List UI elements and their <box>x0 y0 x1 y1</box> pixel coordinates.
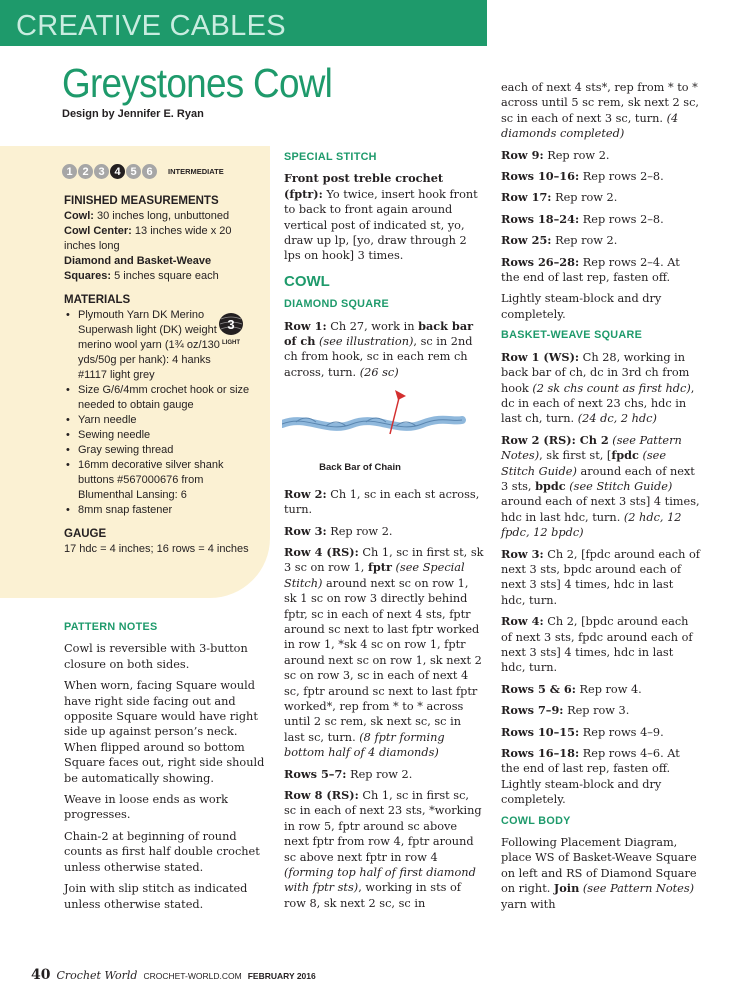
skill-level-1: 1 <box>62 164 77 179</box>
banner-text: CREATIVE CABLES <box>16 10 286 42</box>
material-hook: • Size G/6/4mm crochet hook or size needed to obtain gauge <box>64 383 260 413</box>
special-stitch-heading: SPECIAL STITCH <box>284 151 377 163</box>
note-2: When worn, facing Square would have right side facing out and opposite Square would have right side up against person’s neck. When flipped around so bottom Square faces out, right side should be automatically showing. <box>64 679 265 785</box>
material-thread: • Gray sewing thread <box>64 443 260 458</box>
note-1: Cowl is reversible with 3-button closure on both sides. <box>64 642 248 671</box>
magazine-name: Crochet World <box>56 969 138 982</box>
measurement-cowl: Cowl: 30 inches long, unbuttoned <box>64 210 230 222</box>
basket-rows-10-15: Rows 10–15: Rep rows 4–9. <box>501 724 664 739</box>
note-4: Chain-2 at beginning of round counts as first half double crochet unless otherwise stated. <box>64 829 260 874</box>
yarn-weight-label: LIGHT <box>222 340 240 346</box>
info-box-text <box>64 194 260 557</box>
yarn-weight-number: 3 <box>227 317 235 332</box>
diamond-row-9: Row 9: Rep row 2. <box>501 147 610 162</box>
cowl-body-heading: COWL BODY <box>501 814 571 827</box>
illustration-caption: Back Bar of Chain <box>319 462 401 474</box>
diamond-row-25: Row 25: Rep row 2. <box>501 233 618 248</box>
skill-level-3: 3 <box>94 164 109 179</box>
diamond-row-8: Row 8 (RS): Ch 1, sc in first sc, sc in each of next 23 sts, *working in row 5, fptr around sc above next fptr from row 4, fptr around sc above next fptr in row 4 (forming top half of first diamond with fptr sts), working in sts of row 8, sk next 2 sc, sc in <box>284 788 482 910</box>
skill-level-2: 2 <box>78 164 93 179</box>
skill-level <box>62 164 224 179</box>
materials-heading: MATERIALS <box>64 294 131 306</box>
arrow-icon <box>395 390 406 400</box>
skill-level-4: 4 <box>110 164 125 179</box>
diamond-row-3: Row 3: Rep row 2. <box>284 523 393 538</box>
yarn-weight-icon <box>218 312 244 346</box>
column-3 <box>501 80 701 918</box>
basket-rows-7-9: Rows 7–9: Rep row 3. <box>501 703 630 718</box>
diamond-rows-5-7: Rows 5–7: Rep row 2. <box>284 766 413 781</box>
skill-level-6: 6 <box>142 164 157 179</box>
column-2 <box>284 144 484 917</box>
diamond-blocking: Lightly steam-block and dry completely. <box>501 292 662 321</box>
material-sewing-needle: • Sewing needle <box>64 428 260 443</box>
diamond-rows-26-28: Rows 26–28: Rep rows 2–4. At the end of last rep, fasten off. <box>501 254 680 285</box>
issue-date: FEBRUARY 2016 <box>247 971 316 981</box>
basket-rows-16-18: Rows 16–18: Rep rows 4–6. At the end of last rep, fasten off. <box>501 746 680 776</box>
basket-weave-heading: BASKET-WEAVE SQUARE <box>501 329 643 342</box>
row-8-continued: each of next 4 sts*, rep from * to * across until 5 sc rem, sk next 2 sc, sc in each of next 3 sc, turn. (4 diamonds completed) <box>501 81 700 141</box>
cowl-heading: COWL <box>284 272 330 290</box>
basket-rows-5-6: Rows 5 & 6: Rep row 4. <box>501 681 642 696</box>
diamond-row-2: Row 2: Ch 1, sc in each st across, turn. <box>284 486 480 517</box>
basket-row-3: Row 3: Ch 2, [fpdc around each of next 3 sts, bpdc around each of next 3 sts] 4 times, hdc in last hdc, turn. <box>501 546 700 607</box>
skill-level-5: 5 <box>126 164 141 179</box>
diamond-row-17: Row 17: Rep row 2. <box>501 190 618 205</box>
note-3: Weave in loose ends as work progresses. <box>64 793 228 822</box>
material-yarn-needle: • Yarn needle <box>64 413 260 428</box>
gauge-text: 17 hdc = 4 inches; 16 rows = 4 inches <box>64 543 249 555</box>
section-banner <box>0 0 487 46</box>
diamond-rows-10-16: Rows 10–16: Rep rows 2–8. <box>501 169 664 184</box>
basket-row-4: Row 4: Ch 2, [bpdc around each of next 3 sts, fpdc around each of next 3 sts] 4 times, hdc in last hdc, turn. <box>501 614 693 675</box>
back-bar-illustration <box>282 386 478 476</box>
material-snap: • 8mm snap fastener <box>64 503 260 518</box>
page-footer <box>31 967 316 983</box>
measurement-squares: Diamond and Basket-Weave Squares: 5 inches square each <box>64 255 219 282</box>
basket-row-1: Row 1 (WS): Ch 28, working in back bar of ch, dc in 3rd ch from hook (2 sk chs count as first hdc), dc in each of next 23 chs, hdc in last ch, turn. (24 dc, 2 hdc) <box>501 349 695 426</box>
gauge-heading: GAUGE <box>64 528 107 540</box>
byline: Design by Jennifer E. Ryan <box>62 108 204 120</box>
fptr-definition: Front post treble crochet (fptr): Yo twice, insert hook front to back to front again around vertical post of indicated st, yo, draw up lp, [yo, draw through 2 lps on hook] 3 times. <box>284 171 478 263</box>
diamond-square-heading: DIAMOND SQUARE <box>284 298 389 311</box>
finished-measurements-heading: FINISHED MEASUREMENTS <box>64 195 219 207</box>
column-1 <box>64 614 266 918</box>
note-5: Join with slip stitch as indicated unless otherwise stated. <box>64 882 248 911</box>
website-url: CROCHET-WORLD.COM <box>143 971 242 981</box>
basket-blocking: Lightly steam-block and dry completely. <box>501 777 662 807</box>
pattern-notes-heading: PATTERN NOTES <box>64 621 158 633</box>
material-buttons: • 16mm decorative silver shank buttons #567000676 from Blumenthal Lansing: 6 <box>64 458 260 503</box>
diamond-row-4: Row 4 (RS): Ch 1, sc in first st, sk 3 sc on row 1, fptr (see Special Stitch) around next sc on row 1, sk 1 sc on row 3 directly behind fptr, sc in each of next 4 sts, fptr around sc next to last fptr worked in row 1, *sk 4 sc on row 1, fptr around next sc on row 1, sk next 2 sc on row 3, sc in each of next 4 sc, fptr around sc next to last fptr worked*, rep from * to * across until 2 sc rem, sk next sc, sc in last sc, turn. (8 fptr forming bottom half of 4 diamonds) <box>284 544 484 760</box>
diamond-row-1: Row 1: Ch 27, work in back bar of ch (see illustration), sc in 2nd ch from hook, sc in each rem ch across, turn. (26 sc) <box>284 318 474 379</box>
page-title: Greystones Cowl <box>62 60 333 106</box>
measurement-cowl-center: Cowl Center: 13 inches wide x 20 inches long <box>64 225 232 252</box>
diamond-rows-18-24: Rows 18–24: Rep rows 2–8. <box>501 211 664 226</box>
page-number: 40 <box>31 967 51 983</box>
skill-level-label: INTERMEDIATE <box>168 167 224 176</box>
material-yarn: • Plymouth Yarn DK Merino Superwash light (DK) weight merino wool yarn (1¾ oz/130 yds/50g per hank): 4 hanks #1117 light grey <box>64 308 260 383</box>
basket-row-2: Row 2 (RS): Ch 2 (see Pattern Notes), sk first st, [fpdc (see Stitch Guide) around each of next 3 sts, bpdc (see Stitch Guide) around each of next 3 sts] 4 times, hdc in last hdc, turn. (2 hdc, 12 fpdc, 12 bpdc) <box>501 432 700 540</box>
cowl-body-text: Following Placement Diagram, place WS of Basket-Weave Square on left and RS of Diamond Square on right. Join (see Pattern Notes) yarn with <box>501 836 697 911</box>
